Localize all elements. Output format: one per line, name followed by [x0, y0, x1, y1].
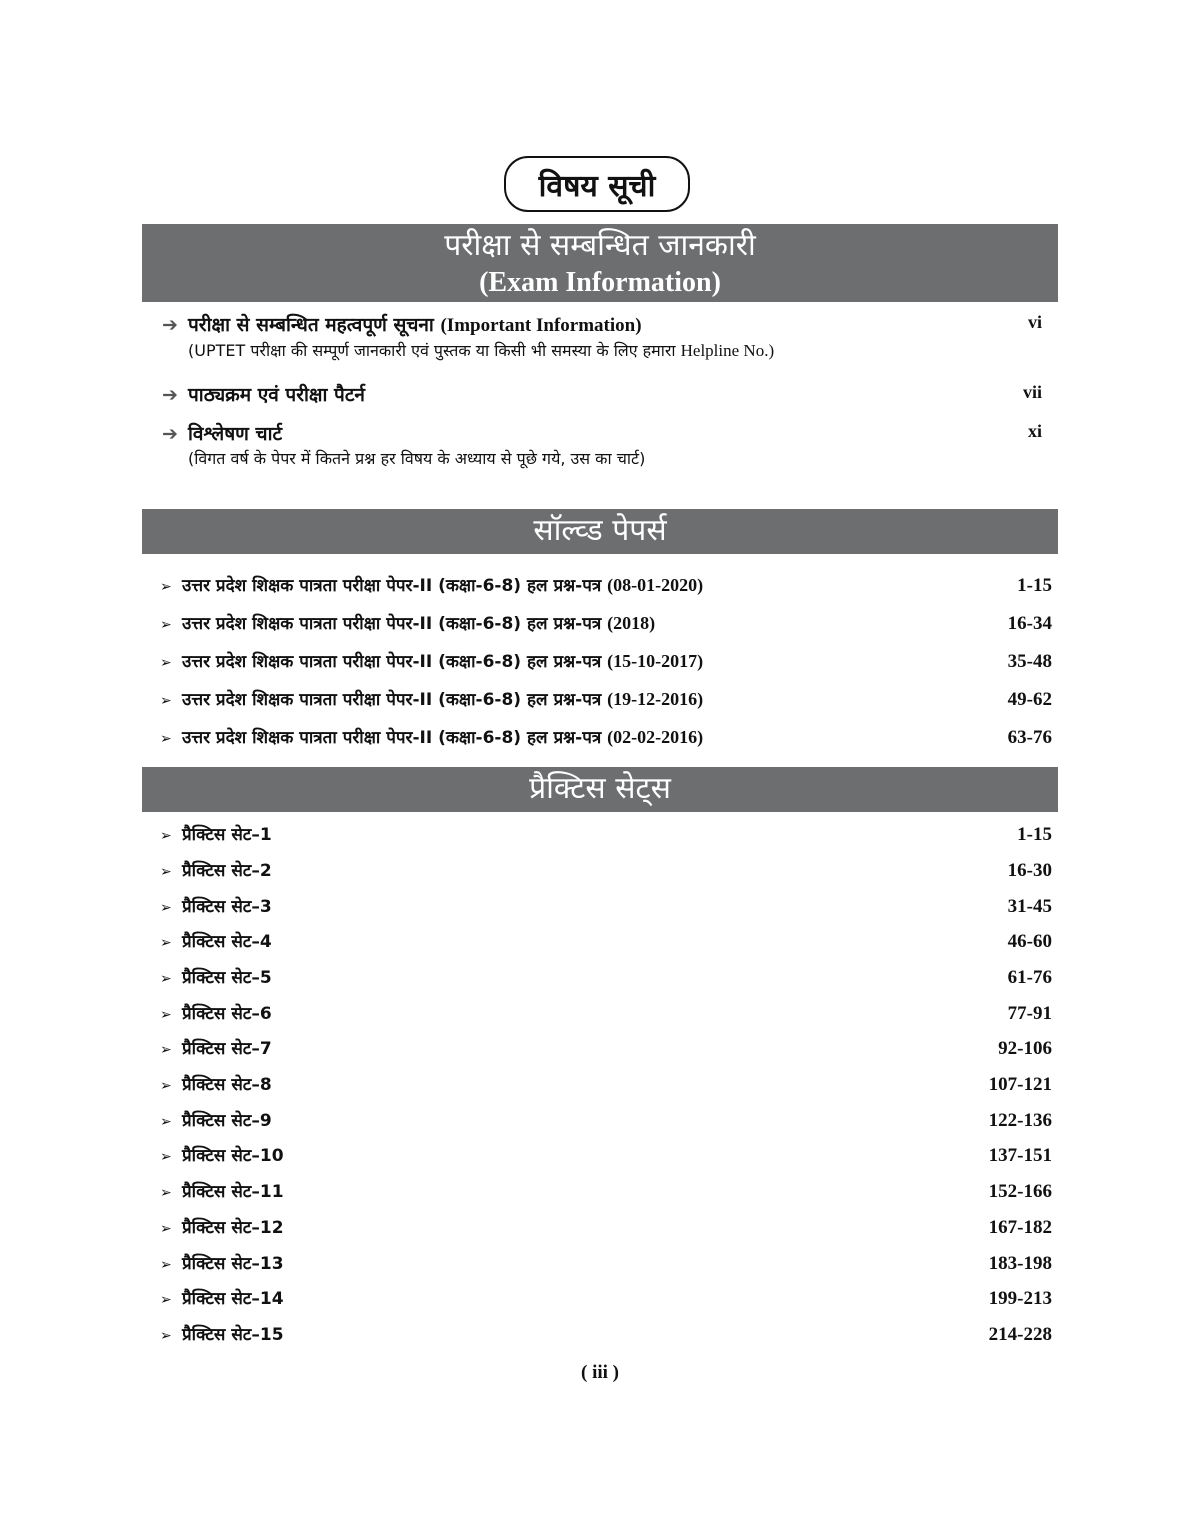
chevron-right-icon: ➢ — [160, 1149, 172, 1165]
page-range: 61-76 — [1007, 967, 1052, 988]
row-label: प्रैक्टिस सेट–3 — [182, 897, 272, 917]
chevron-right-icon: ➢ — [160, 579, 172, 595]
solved-paper-row[interactable] — [160, 649, 1052, 673]
practice-set-row[interactable] — [160, 858, 1052, 882]
chevron-right-icon: ➢ — [160, 655, 172, 671]
chevron-right-icon: ➢ — [160, 1221, 172, 1237]
page-range: 122-136 — [988, 1110, 1052, 1131]
row-label: प्रैक्टिस सेट–15 — [182, 1325, 284, 1345]
arrow-icon: ➔ — [162, 314, 178, 336]
row-label-hi: उत्तर प्रदेश शिक्षक पात्रता परीक्षा पेपर-II (कक्षा-6-8) हल प्रश्न-पत्र — [182, 652, 602, 672]
page-range: 167-182 — [988, 1217, 1052, 1238]
practice-set-row[interactable] — [160, 1143, 1052, 1167]
item-label-hi: परीक्षा से सम्बन्धित महत्वपूर्ण सूचना — [188, 314, 434, 336]
practice-set-row[interactable] — [160, 1036, 1052, 1060]
row-label: प्रैक्टिस सेट–13 — [182, 1254, 284, 1274]
page-range: 49-62 — [1007, 689, 1052, 710]
chevron-right-icon: ➢ — [160, 1042, 172, 1058]
row-label: प्रैक्टिस सेट–7 — [182, 1039, 272, 1059]
row-label: प्रैक्टिस सेट–11 — [182, 1182, 284, 1202]
practice-set-row[interactable] — [160, 965, 1052, 989]
page-number: vi — [1027, 312, 1042, 332]
item-subtext: (विगत वर्ष के पेपर में कितने प्रश्न हर विषय के अध्याय से पूछे गये, उस का चार्ट) — [188, 449, 646, 468]
row-label: प्रैक्टिस सेट–5 — [182, 968, 272, 988]
chevron-right-icon: ➢ — [160, 864, 172, 880]
practice-set-row[interactable] — [160, 1286, 1052, 1310]
practice-set-row[interactable] — [160, 1179, 1052, 1203]
row-label-date: (19-12-2016) — [607, 689, 704, 709]
page-range: 63-76 — [1007, 727, 1052, 748]
row-label-hi: उत्तर प्रदेश शिक्षक पात्रता परीक्षा पेपर-II (कक्षा-6-8) हल प्रश्न-पत्र — [182, 614, 602, 634]
row-label-date: (15-10-2017) — [607, 651, 704, 671]
page-range: 35-48 — [1007, 651, 1052, 672]
practice-set-row[interactable] — [160, 1251, 1052, 1275]
row-label-date: (08-01-2020) — [607, 575, 704, 595]
solved-paper-row[interactable] — [160, 573, 1052, 597]
item-label-en: (Important Information) — [440, 315, 642, 336]
exam-info-item[interactable] — [162, 312, 1042, 363]
chevron-right-icon: ➢ — [160, 1257, 172, 1273]
solved-paper-row[interactable] — [160, 725, 1052, 749]
item-subtext-en: Helpline No.) — [680, 341, 775, 360]
exam-info-item[interactable] — [162, 382, 1042, 408]
chevron-right-icon: ➢ — [160, 935, 172, 951]
page-range: 16-34 — [1007, 613, 1052, 634]
exam-info-banner — [142, 224, 1058, 302]
row-label: प्रैक्टिस सेट–4 — [182, 932, 272, 952]
practice-set-row[interactable] — [160, 929, 1052, 953]
practice-set-row[interactable] — [160, 1001, 1052, 1025]
chevron-right-icon: ➢ — [160, 693, 172, 709]
exam-info-heading-en: (Exam Information) — [479, 267, 721, 298]
page-range: 77-91 — [1007, 1003, 1052, 1024]
page-range: 183-198 — [988, 1253, 1052, 1274]
row-label: प्रैक्टिस सेट–8 — [182, 1075, 272, 1095]
page-range: 199-213 — [988, 1288, 1052, 1309]
page-range: 92-106 — [998, 1038, 1052, 1059]
row-label: प्रैक्टिस सेट–12 — [182, 1218, 284, 1238]
arrow-icon: ➔ — [162, 384, 178, 406]
item-subtext: (UPTET परीक्षा की सम्पूर्ण जानकारी एवं पुस्तक या किसी भी समस्या के लिए हमारा — [188, 341, 676, 360]
row-label-date: (2018) — [607, 613, 656, 633]
row-label: प्रैक्टिस सेट–2 — [182, 861, 272, 881]
solved-papers-banner — [142, 509, 1058, 554]
solved-papers-heading: सॉल्व्ड पेपर्स — [533, 513, 667, 548]
page-range: 152-166 — [988, 1181, 1052, 1202]
practice-set-row[interactable] — [160, 894, 1052, 918]
solved-paper-row[interactable] — [160, 687, 1052, 711]
row-label: प्रैक्टिस सेट–1 — [182, 825, 272, 845]
page-range: 16-30 — [1007, 860, 1052, 881]
page-number: vii — [1022, 382, 1042, 402]
page-range: 1-15 — [1017, 824, 1052, 845]
item-label-hi: विश्लेषण चार्ट — [188, 423, 283, 445]
row-label: प्रैक्टिस सेट–9 — [182, 1111, 272, 1131]
chevron-right-icon: ➢ — [160, 617, 172, 633]
chevron-right-icon: ➢ — [160, 1185, 172, 1201]
page-range: 137-151 — [988, 1145, 1052, 1166]
page-range: 46-60 — [1007, 931, 1052, 952]
chevron-right-icon: ➢ — [160, 1114, 172, 1130]
row-label: प्रैक्टिस सेट–10 — [182, 1146, 284, 1166]
practice-set-row[interactable] — [160, 1108, 1052, 1132]
row-label-hi: उत्तर प्रदेश शिक्षक पात्रता परीक्षा पेपर-II (कक्षा-6-8) हल प्रश्न-पत्र — [182, 728, 602, 748]
exam-info-heading-hi: परीक्षा से सम्बन्धित जानकारी — [444, 228, 756, 263]
item-label-hi: पाठ्यक्रम एवं परीक्षा पैटर्न — [188, 384, 365, 406]
practice-sets-heading: प्रैक्टिस सेट्स — [529, 771, 671, 806]
chevron-right-icon: ➢ — [160, 971, 172, 987]
row-label: प्रैक्टिस सेट–6 — [182, 1004, 272, 1024]
practice-set-row[interactable] — [160, 1215, 1052, 1239]
chevron-right-icon: ➢ — [160, 1292, 172, 1308]
page-range: 214-228 — [988, 1324, 1052, 1345]
chevron-right-icon: ➢ — [160, 1328, 172, 1344]
row-label-hi: उत्तर प्रदेश शिक्षक पात्रता परीक्षा पेपर-II (कक्षा-6-8) हल प्रश्न-पत्र — [182, 690, 602, 710]
page-footer-number: ( iii ) — [581, 1362, 619, 1383]
row-label-hi: उत्तर प्रदेश शिक्षक पात्रता परीक्षा पेपर-II (कक्षा-6-8) हल प्रश्न-पत्र — [182, 576, 602, 596]
chevron-right-icon: ➢ — [160, 1007, 172, 1023]
page-range: 107-121 — [988, 1074, 1052, 1095]
chevron-right-icon: ➢ — [160, 1078, 172, 1094]
page-title: विषय सूची — [504, 156, 690, 212]
row-label: प्रैक्टिस सेट–14 — [182, 1289, 284, 1309]
chevron-right-icon: ➢ — [160, 731, 172, 747]
arrow-icon: ➔ — [162, 423, 178, 445]
practice-set-row[interactable] — [160, 1322, 1052, 1346]
chevron-right-icon: ➢ — [160, 900, 172, 916]
row-label-date: (02-02-2016) — [607, 727, 704, 747]
page-number: xi — [1027, 421, 1042, 441]
page-range: 31-45 — [1007, 896, 1052, 917]
exam-info-item[interactable] — [162, 421, 1042, 471]
practice-set-row[interactable] — [160, 1072, 1052, 1096]
practice-sets-banner — [142, 767, 1058, 812]
page-range: 1-15 — [1017, 575, 1052, 596]
solved-paper-row[interactable] — [160, 611, 1052, 635]
chevron-right-icon: ➢ — [160, 828, 172, 844]
practice-set-row[interactable] — [160, 822, 1052, 846]
